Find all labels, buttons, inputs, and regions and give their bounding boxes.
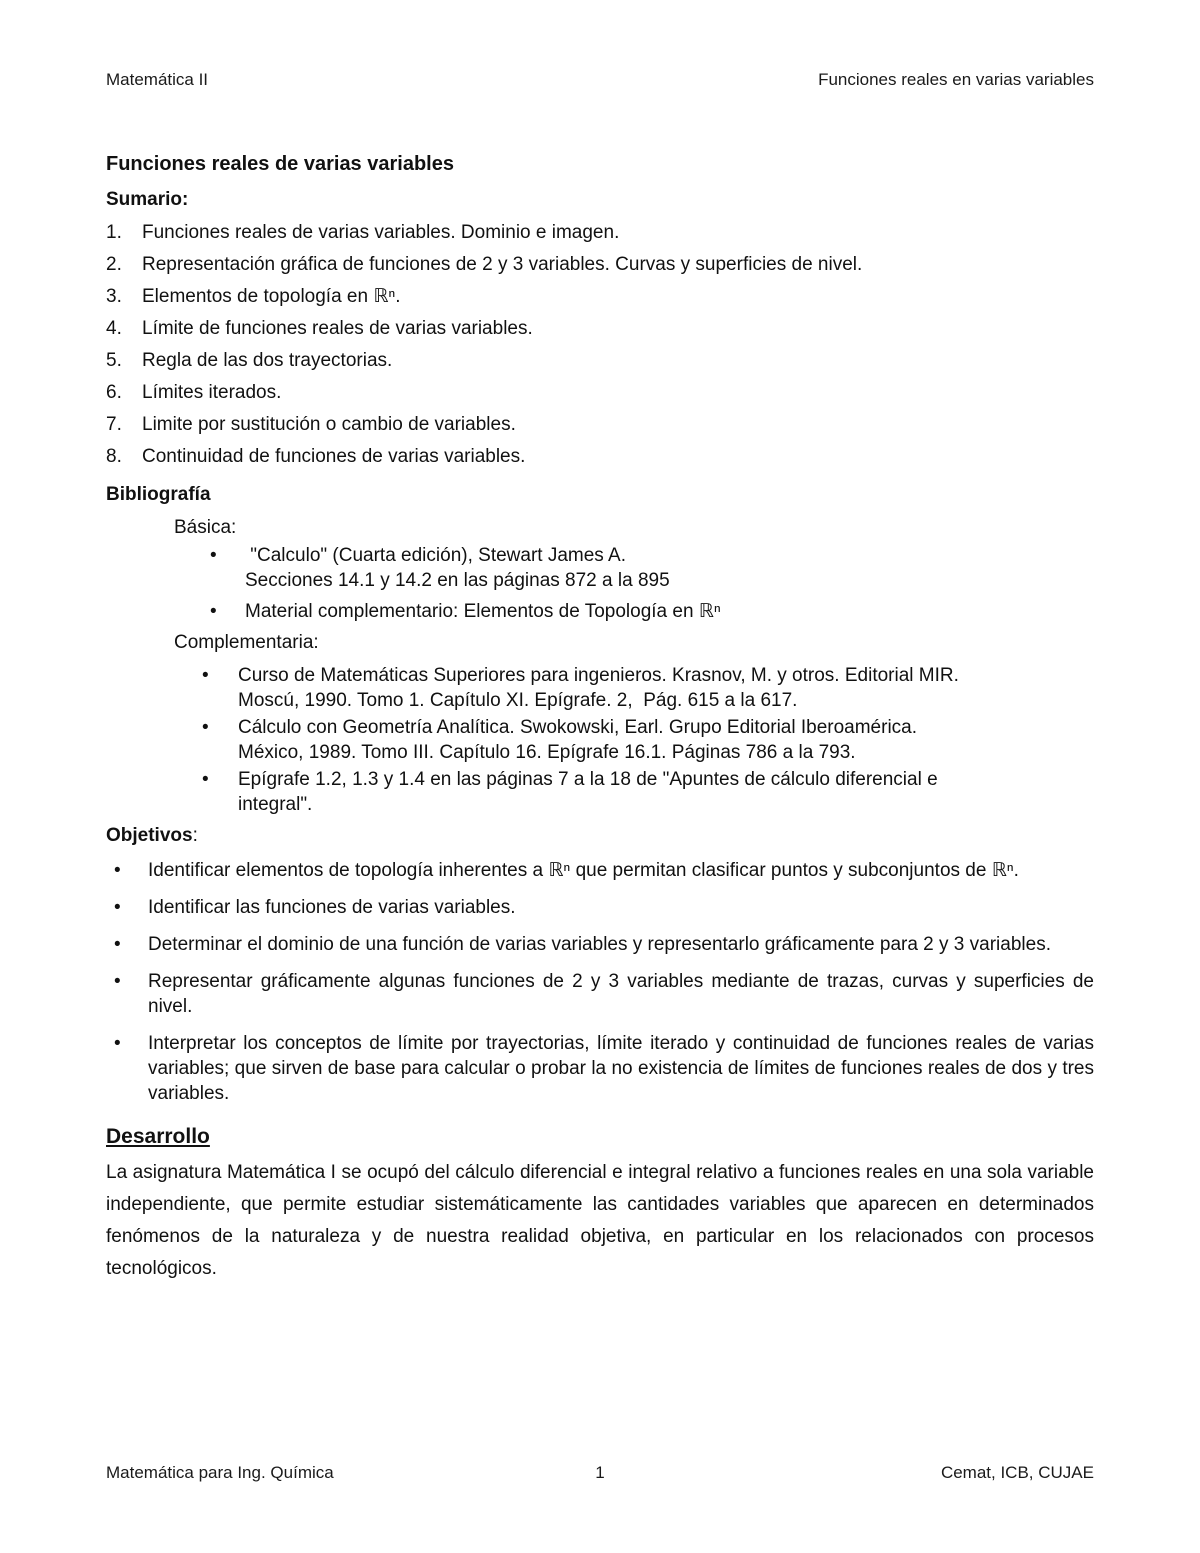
bullet-icon: • (114, 897, 121, 918)
objective-text: Identificar elementos de topología inherentes a ℝⁿ que permitan clasificar puntos y subconjuntos de ℝⁿ. (148, 860, 1019, 881)
objective-item (106, 932, 1094, 957)
bibliography-item (106, 767, 1094, 817)
sumario-item-text: Representación gráfica de funciones de 2 y 3 variables. Curvas y superficies de nivel. (142, 254, 863, 275)
sumario-item-text: Límite de funciones reales de varias variables. (142, 318, 533, 339)
page-footer (106, 1463, 1094, 1483)
bibliography-item (106, 663, 1094, 713)
complementaria-list (106, 663, 1094, 817)
sumario-item-number: 3. (106, 286, 122, 307)
bullet-icon: • (114, 934, 121, 955)
bibliografia-heading: Bibliografía (106, 484, 211, 505)
bullet-icon: • (114, 860, 121, 881)
bibliography-line: Secciones 14.1 y 14.2 en las páginas 872 a la 895 (245, 570, 670, 591)
objective-text: Representar gráficamente algunas funciones de 2 y 3 variables mediante de trazas, curvas y superficies de nivel. (148, 971, 1094, 1017)
bibliography-line: integral". (238, 794, 313, 815)
document-body (106, 152, 1094, 1285)
bullet-icon: • (210, 601, 217, 622)
basica-list (106, 543, 1094, 624)
sumario-item (106, 444, 1094, 476)
bullet-icon: • (202, 665, 209, 686)
objetivos-heading (106, 823, 1094, 848)
bibliography-line: Epígrafe 1.2, 1.3 y 1.4 en las páginas 7 a la 18 de "Apuntes de cálculo diferencial e (238, 769, 938, 790)
bibliography-item (106, 715, 1094, 765)
bullet-icon: • (114, 971, 121, 992)
sumario-item-number: 4. (106, 318, 122, 339)
sumario-item-number: 2. (106, 254, 122, 275)
document-title: Funciones reales de varias variables (106, 153, 454, 175)
objective-text: Identificar las funciones de varias variables. (148, 897, 516, 918)
objective-item (106, 969, 1094, 1019)
bullet-icon: • (114, 1033, 121, 1054)
bibliography-line: Cálculo con Geometría Analítica. Swokowski, Earl. Grupo Editorial Iberoamérica. (238, 717, 918, 738)
bibliography-line: Curso de Matemáticas Superiores para ingenieros. Krasnov, M. y otros. Editorial MIR. (238, 665, 959, 686)
bullet-icon: • (202, 769, 209, 790)
objective-item (106, 858, 1094, 883)
bullet-icon: • (202, 717, 209, 738)
sumario-item-number: 8. (106, 446, 122, 467)
bibliography-line: "Calculo" (Cuarta edición), Stewart James A. (245, 545, 626, 566)
sumario-item (106, 316, 1094, 348)
sumario-item-text: Regla de las dos trayectorias. (142, 350, 393, 371)
sumario-item (106, 252, 1094, 284)
bibliography-line: Material complementario: Elementos de Topología en ℝⁿ (245, 601, 721, 622)
objective-item (106, 1031, 1094, 1106)
footer-right: Cemat, ICB, CUJAE (940, 1463, 1094, 1482)
sumario-item (106, 412, 1094, 444)
page-header (106, 70, 1094, 90)
sumario-item-text: Elementos de topología en ℝⁿ. (142, 286, 401, 307)
sumario-item-number: 5. (106, 350, 122, 371)
sumario-item-text: Limite por sustitución o cambio de variables. (142, 414, 516, 435)
objective-item (106, 895, 1094, 920)
basica-label: Básica: (174, 517, 237, 538)
sumario-heading: Sumario: (106, 189, 189, 210)
objetivos-heading-colon: : (192, 825, 198, 846)
desarrollo-heading: Desarrollo (106, 1125, 210, 1148)
sumario-item (106, 284, 1094, 316)
page-number: 1 (595, 1463, 605, 1482)
sumario-list (106, 220, 1094, 476)
complementaria-label: Complementaria: (174, 632, 319, 653)
objective-text: Determinar el dominio de una función de varias variables y representarlo gráficamente para 2 y 3 variables. (148, 934, 1051, 955)
sumario-item-number: 6. (106, 382, 122, 403)
sumario-item (106, 348, 1094, 380)
objective-text: Interpretar los conceptos de límite por trayectorias, límite iterado y continuidad de funciones reales de varias variables; que sirven de base para calcular o probar la no existencia de límites de funciones reales de dos y tres variables. (148, 1033, 1094, 1104)
bullet-icon: • (210, 545, 217, 566)
sumario-item-text: Funciones reales de varias variables. Dominio e imagen. (142, 222, 620, 243)
objetivos-list (106, 858, 1094, 1106)
footer-left: Matemática para Ing. Química (106, 1463, 334, 1482)
sumario-item-number: 7. (106, 414, 122, 435)
objetivos-heading-text: Objetivos (106, 825, 193, 846)
sumario-item-text: Continuidad de funciones de varias variables. (142, 446, 526, 467)
sumario-item (106, 380, 1094, 412)
sumario-item (106, 220, 1094, 252)
header-left: Matemática II (106, 70, 209, 89)
desarrollo-paragraph: La asignatura Matemática I se ocupó del cálculo diferencial e integral relativo a funciones reales en una sola variable independiente, que permite estudiar sistemáticamente las cantidades variables que aparecen en determinados fenómenos de la naturaleza y de nuestra realidad objetiva, en particular en los relacionados con procesos tecnológicos. (106, 1162, 1094, 1279)
sumario-item-number: 1. (106, 222, 122, 243)
bibliography-line: México, 1989. Tomo III. Capítulo 16. Epígrafe 16.1. Páginas 786 a la 793. (238, 742, 856, 763)
bibliography-item (106, 599, 1094, 624)
sumario-item-text: Límites iterados. (142, 382, 282, 403)
header-right: Funciones reales en varias variables (818, 70, 1094, 89)
bibliography-line: Moscú, 1990. Tomo 1. Capítulo XI. Epígrafe. 2, Pág. 615 a la 617. (238, 690, 798, 711)
bibliography-item (106, 543, 1094, 593)
